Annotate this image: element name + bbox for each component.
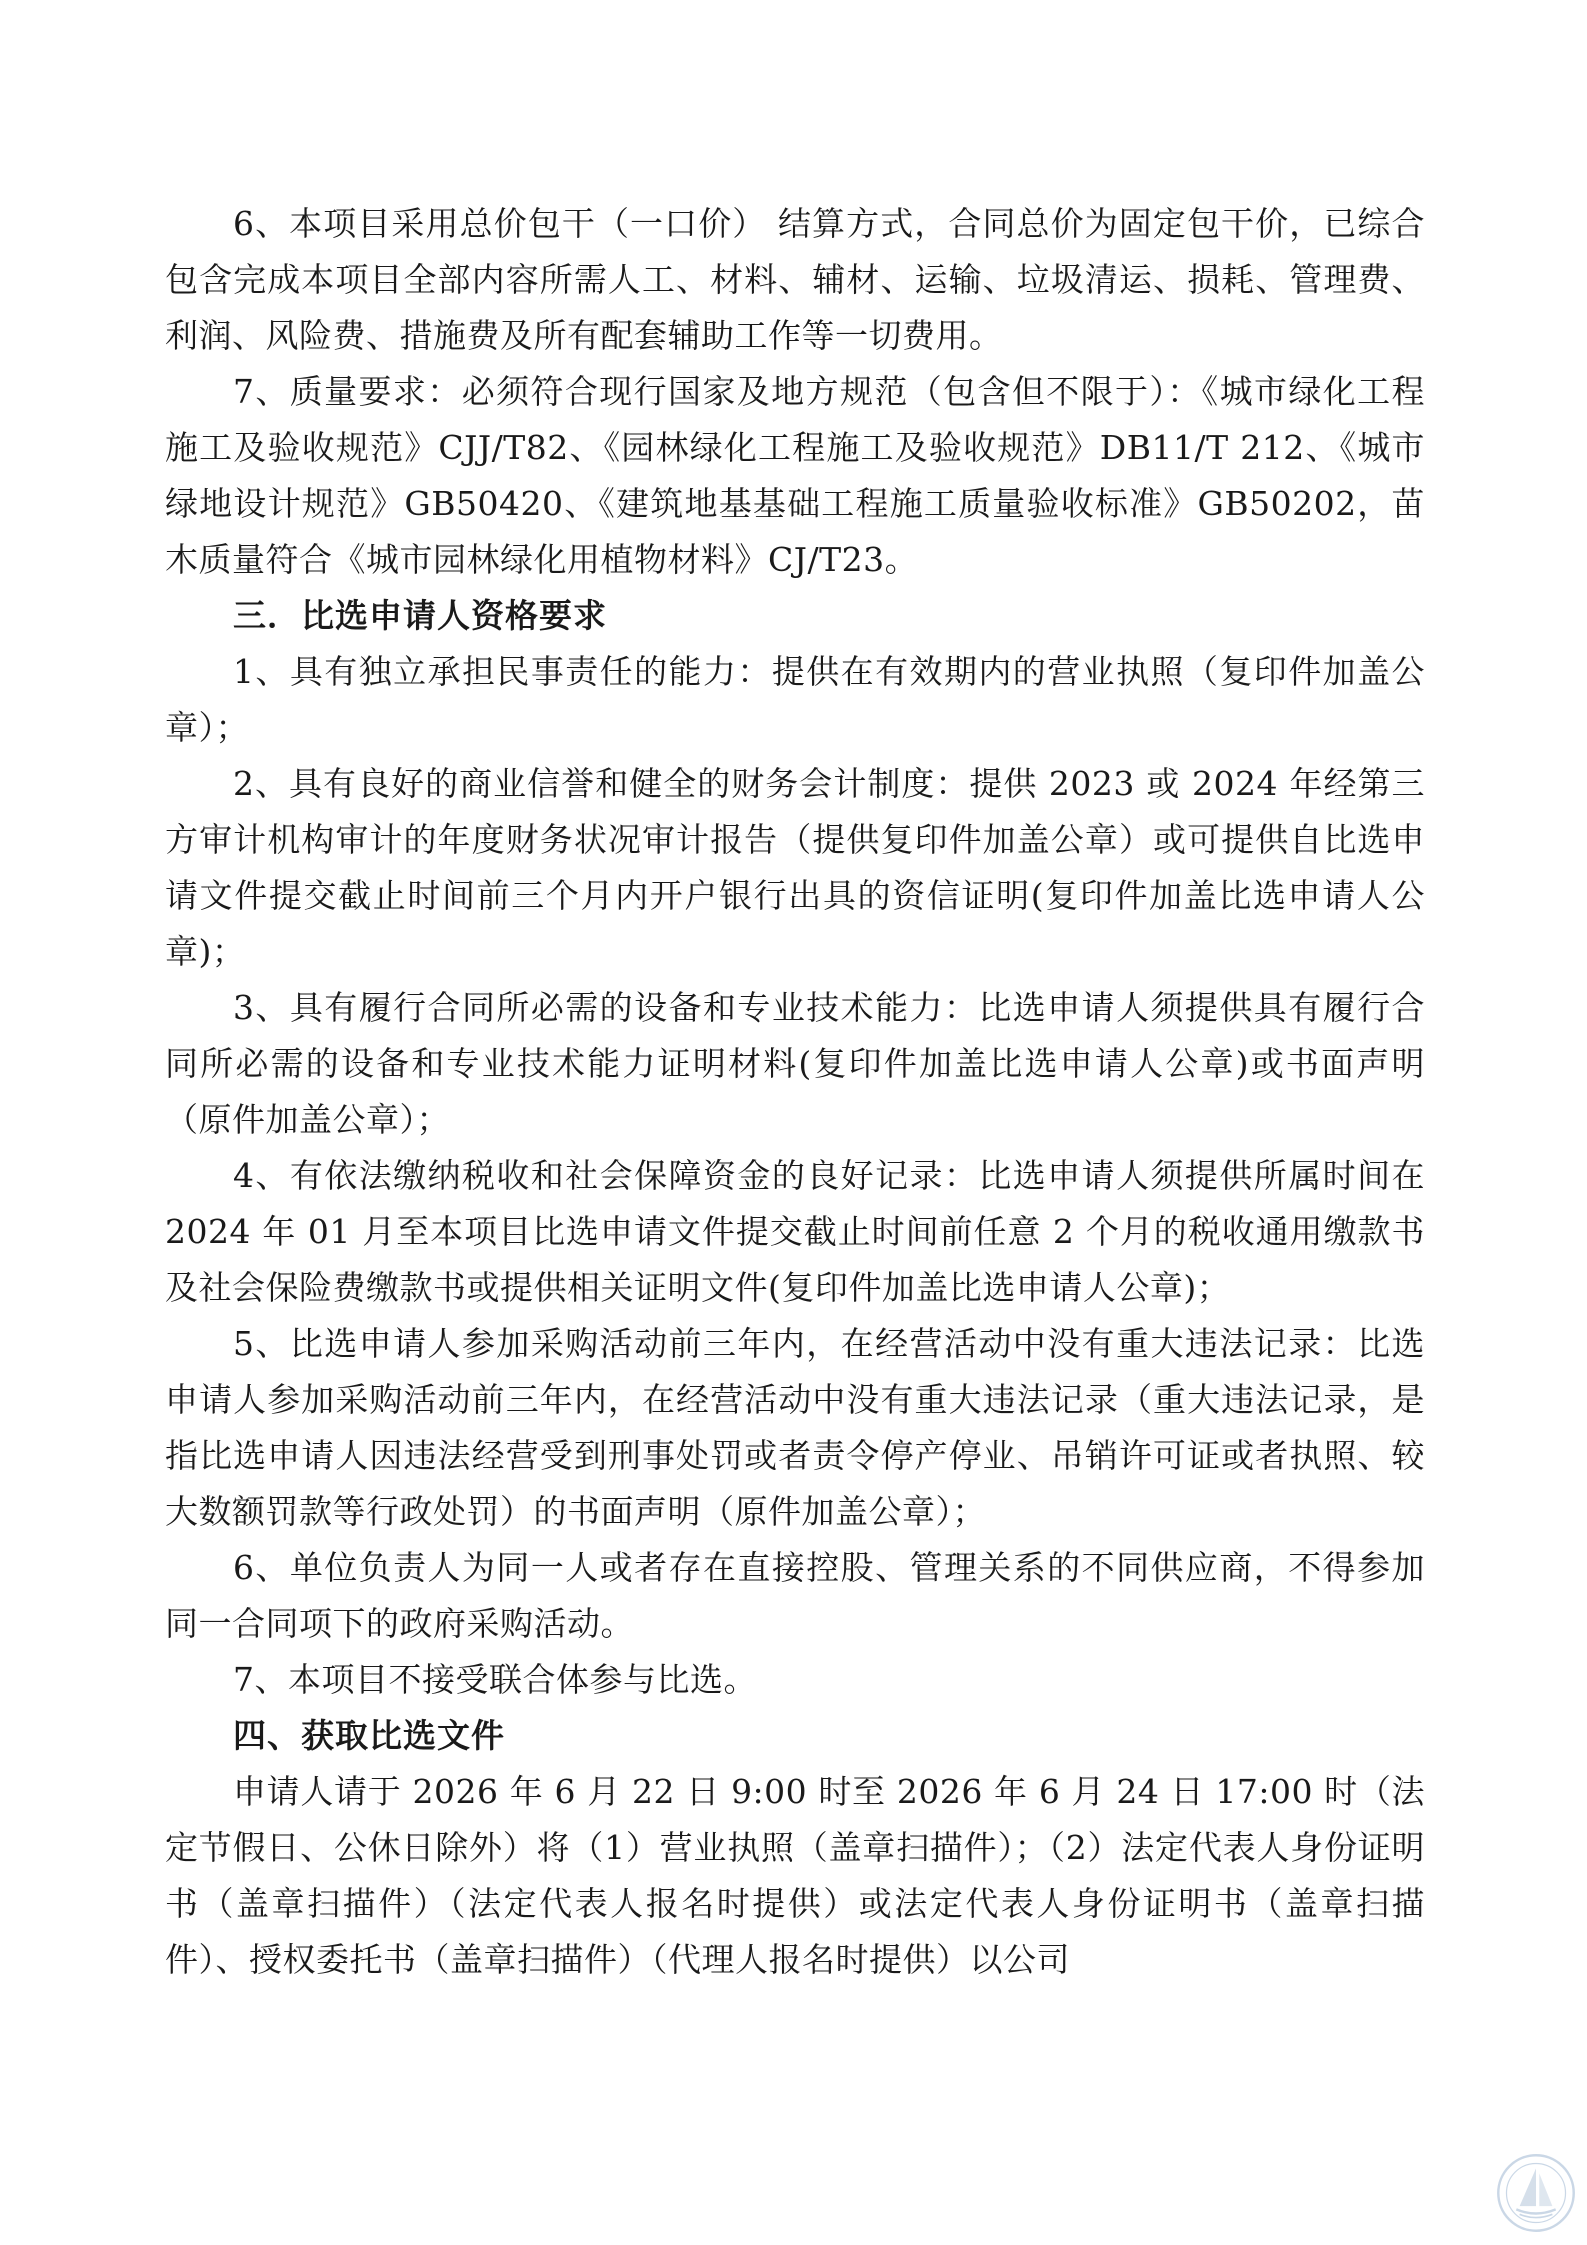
clause-lump-sum-price: 6、本项目采用总价包干（一口价） 结算方式，合同总价为固定包干价，已综合包含完成本项目全部内容所需人工、材料、辅材、运输、垃圾清运、损耗、管理费、利润、风险费、措施费及所有配套辅助工作等一切费用。 xyxy=(165,204,1425,355)
qualification-item-7: 7、本项目不接受联合体参与比选。 xyxy=(233,1660,757,1699)
clause-quality-requirements: 7、质量要求：必须符合现行国家及地方规范（包含但不限于）：《城市绿化工程施工及验收规范》CJJ/T82、《园林绿化工程施工及验收规范》DB11/T 212、《城市绿地设计规范》GB50420、《建筑地基基础工程施工质量验收标准》GB50202，苗木质量符合《城市园林绿化用植物材料》CJ/T23。 xyxy=(165,372,1425,579)
section-heading-obtain-documents: 四、获取比选文件 xyxy=(233,1716,505,1755)
qualification-item-1: 1、具有独立承担民事责任的能力：提供在有效期内的营业执照（复印件加盖公章）； xyxy=(165,652,1425,747)
obtain-documents-instructions: 申请人请于 2026 年 6 月 22 日 9:00 时至 2026 年 6 月 24 日 17:00 时（法定节假日、公休日除外）将（1）营业执照（盖章扫描件）；（2）法定代表人身份证明书（盖章扫描件）（法定代表人报名时提供）或法定代表人身份证明书（盖章扫描件）、授权委托书（盖章扫描件）（代理人报名时提供）以公司 xyxy=(165,1772,1425,1979)
section-heading-qualifications: 三．比选申请人资格要求 xyxy=(233,596,607,635)
qualification-item-2: 2、具有良好的商业信誉和健全的财务会计制度：提供 2023 或 2024 年经第三方审计机构审计的年度财务状况审计报告（提供复印件加盖公章）或可提供自比选申请文件提交截止时间前三个月内开户银行出具的资信证明(复印件加盖比选申请人公章)； xyxy=(165,764,1425,971)
qualification-item-5: 5、比选申请人参加采购活动前三年内，在经营活动中没有重大违法记录：比选申请人参加采购活动前三年内，在经营活动中没有重大违法记录（重大违法记录，是指比选申请人因违法经营受到刑事处罚或者责令停产停业、吊销许可证或者执照、较大数额罚款等行政处罚）的书面声明（原件加盖公章）； xyxy=(165,1324,1425,1531)
qualification-item-3: 3、具有履行合同所必需的设备和专业技术能力：比选申请人须提供具有履行合同所必需的设备和专业技术能力证明材料(复印件加盖比选申请人公章)或书面声明（原件加盖公章）； xyxy=(165,988,1425,1139)
qualification-item-4: 4、有依法缴纳税收和社会保障资金的良好记录：比选申请人须提供所属时间在 2024 年 01 月至本项目比选申请文件提交截止时间前任意 2 个月的税收通用缴款书及社会保险费缴款书或提供相关证明文件(复印件加盖比选申请人公章)； xyxy=(165,1156,1425,1307)
document-body xyxy=(165,196,1425,1988)
sailboat-seal-icon xyxy=(1495,2152,1577,2234)
qualification-item-6: 6、单位负责人为同一人或者存在直接控股、管理关系的不同供应商，不得参加同一合同项下的政府采购活动。 xyxy=(165,1548,1425,1643)
